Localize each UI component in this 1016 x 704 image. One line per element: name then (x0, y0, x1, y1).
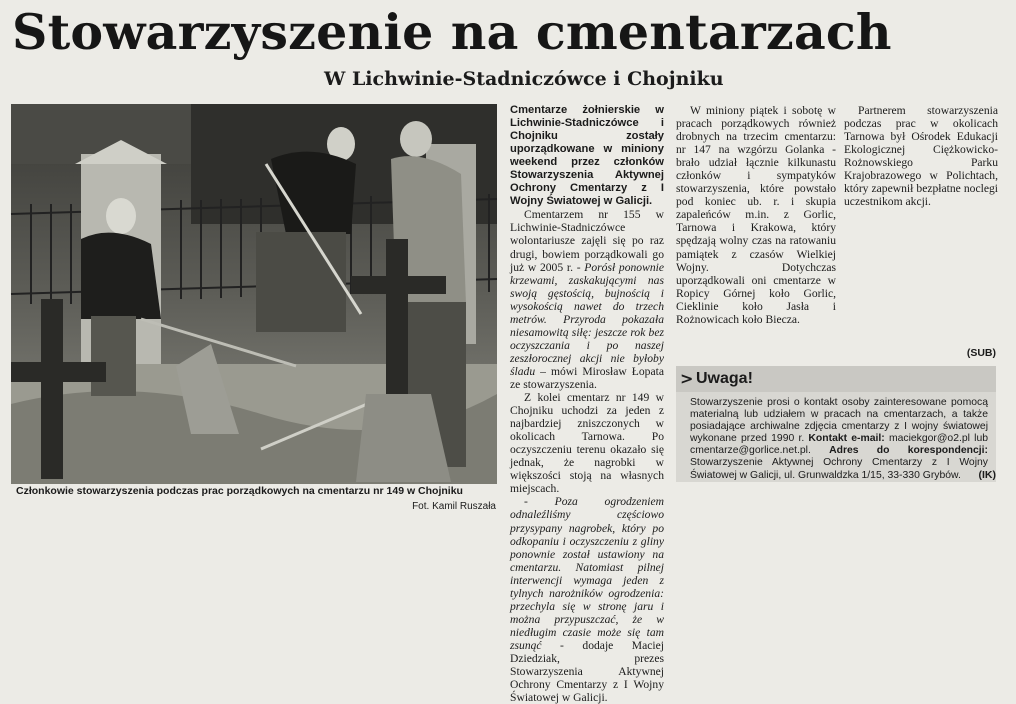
article-paragraph-4: W miniony piątek i sobotę w pracach porządkowych również drobnych na trzecim cmentarzu: nr 147 na wzgórzu Golanka - brało udział łącznie kilkunastu członków i sympatyków stowarzyszenia, które powstało pod koniec ub. r. i skupia zapaleńców m.in. z Gorlic, Tarnowa i Krakowa, który spędzają wolny czas na ratowaniu pamiątek z czasów Wielkiej Wojny. Dotychczas uporządkowali oni cmentarze w Ropicy Górnej koło Gorlic, Cieklinie koło Jasła i Rożnowicach koło Biecza. (676, 104, 836, 326)
paragraph-1-start: Cmentarzem nr 155 w Lichwinie-Stadniczówce wolontariusze zajęli się po raz drugi, bowiem porządkowali go już w 2005 r. - (510, 208, 664, 274)
article-lead: Cmentarze żołnierskie w Lichwinie-Stadniczówce i Chojniku zostały uporządkowane w miniony weekend przez członków Stowarzyszenia Aktywnej Ochrony Cmentarzy z I Wojny Światowej w Galicji. (510, 104, 664, 208)
paragraph-1-end: – mówi Mirosław Łopata ze stowarzyszenia. (510, 364, 664, 391)
notice-email-label: Kontakt e-mail: (808, 433, 885, 445)
article-paragraph-5: Partnerem stowarzyszenia podczas prac w okolicach Tarnowa był Ośrodek Edukacji Ekologicznej Ciężkowicko-Rożnowskiego Parku Krajobrazowego w Polichtach, który zapewnił bezpłatne noclegi uczestnikom akcji. (844, 104, 998, 209)
article-column-3 (844, 104, 998, 366)
headline: Stowarzyszenie na cmentarzach (12, 3, 892, 61)
paragraph-3-quote: Poza ogrodzeniem odnaleźliśmy częściowo przysypany nagrobek, który po odkopaniu i oczyszczeniu z gliny ponownie został ustawiony na cmentarzu. Natomiast pilnej interwencji wymaga jeden z tylnych narożników ogrodzenia: przechyla się w stronę jaru i można przypuszczać, że w niedługim czasie może się tam zsunąć (510, 495, 664, 652)
paragraph-3-end: - dodaje Maciej Dziedziak, prezes Stowarzyszenia Aktywnej Ochrony Cmentarzy z I Wojny Światowej w Galicji. (510, 638, 664, 704)
article-column-1 (510, 104, 664, 704)
notice-box (676, 366, 996, 482)
notice-signature: (IK) (978, 469, 996, 481)
photo-illustration (11, 104, 497, 484)
paragraph-1-quote: Porósł ponownie krzewami, zaskakującymi nas swoją gęstością, bujnością i wysokością nawet do trzech metrów. Przyroda pokazała niesamowitą siłę: jeszcze rok bez oczyszczania i po naszej zeszłorocznej akcji nie byłoby śladu (510, 260, 664, 378)
photo-credit: Fot. Kamil Ruszała (412, 501, 496, 512)
notice-header (676, 366, 996, 392)
notice-email[interactable]: maciekgor@o2.pl lub cmentarze@gorlice.net.pl. (690, 433, 989, 457)
notice-address-label: Adres do korespondencji: (829, 445, 988, 457)
article-photo (11, 104, 497, 484)
notice-title: Uwaga! (696, 370, 753, 387)
notice-address: Stowarzyszenie Aktywnej Ochrony Cmentarzy z I Wojny Światowej w Galicji, ul. Grunwaldzka 1/15, 33-330 Grybów. (690, 457, 988, 481)
article-column-2 (676, 104, 836, 366)
article-paragraph-2: Z kolei cmentarz nr 149 w Chojniku uchodzi za jeden z najbardziej zniszczonych w okolicach Tarnowa. Po oczyszczeniu terenu okazało się jednak, że nagrobki w większości stoją na własnych miejscach. (510, 391, 664, 496)
article-paragraph-1 (510, 208, 664, 391)
subheadline: W Lichwinie-Stadniczówce i Chojniku (324, 68, 724, 90)
arrow-icon: > (680, 369, 694, 388)
article-paragraph-3: - Poza ogrodzeniem odnaleźliśmy częściowo przysypany nagrobek, który po odkopaniu i oczyszczeniu z gliny ponownie został ustawiony na cmentarzu. Natomiast pilnej interwencji wymaga jeden z tylnych narożników ogrodzenia: przechyla się w stronę jaru i można przypuszczać, że w niedługim czasie może się tam zsunąć - dodaje Maciej Dziedziak, prezes Stowarzyszenia Aktywnej Ochrony Cmentarzy z I Wojny Światowej w Galicji. (510, 495, 664, 704)
article-signature: (SUB) (966, 347, 996, 359)
notice-text: Stowarzyszenie prosi o kontakt osoby zainteresowane pomocą materialną lub udziałem w pracach na cmentarzach, a także posiadające archiwalne zdjęcia cmentarzy z I wojny światowej wykonane przed 1990 r. (690, 397, 988, 445)
photo-caption: Członkowie stowarzyszenia podczas prac porządkowych na cmentarzu nr 149 w Chojniku (16, 485, 463, 497)
